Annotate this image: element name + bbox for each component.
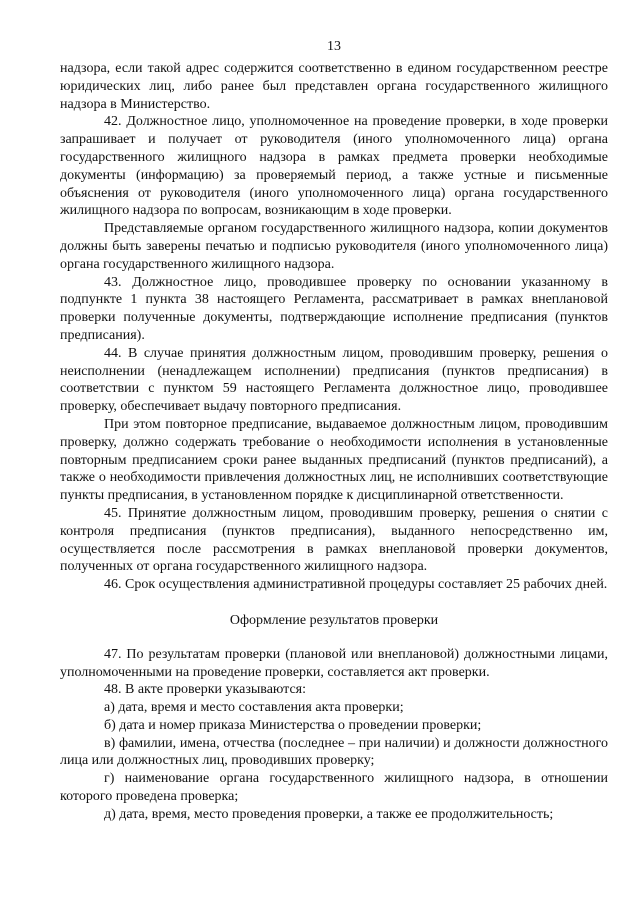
paragraph-46: 46. Срок осуществления административной процедуры составляет 25 рабочих дней. bbox=[104, 577, 608, 593]
list-item-b: б) дата и номер приказа Министерства о проведении проверки; bbox=[104, 717, 482, 733]
paragraph-43: 43. Должностное лицо, проводившее проверку по основании указанному в подпункте 1 пункта 38 настоящего Регламента, рассматривает в рамках внеплановой проверки полученные документы, подтверждающие исполнение предписания (пунктов предписания). bbox=[60, 274, 608, 343]
paragraph-copies: Представляемые органом государственного жилищного надзора, копии документов должны быть заверены печатью и подписью руководителя (иного уполномоченного лица) органа государственного жилищного надзора. bbox=[60, 221, 608, 272]
page-number: 13 bbox=[327, 39, 341, 54]
paragraph-42: 42. Должностное лицо, уполномоченное на проведение проверки, в ходе проверки запрашивает и получает от руководителя (иного уполномоченного лица) органа государственного жилищного надзора в рамках предмета проверки необходимые документы (информацию) за проверяемый период, а также устные и письменные объяснения от руководителя (иного уполномоченного лица) органа государственного жилищного надзора по вопросам, возникающим в ходе проверки. bbox=[60, 114, 608, 219]
document-body bbox=[60, 60, 608, 824]
list-item-g: г) наименование органа государственного жилищного надзора, в отношении которого проведена проверка; bbox=[60, 771, 608, 805]
paragraph-47: 47. По результатам проверки (плановой или внеплановой) должностными лицами, уполномоченными на проведение проверки, составляется акт проверки. bbox=[60, 646, 608, 680]
paragraph-45: 45. Принятие должностным лицом, проводившим проверку, решения о снятии с контроля предписания (пунктов предписания), выданного непосредственно им, осуществляется после рассмотрения в рамках внеплановой проверки документов, полученных от органа государственного жилищного надзора. bbox=[60, 505, 608, 575]
paragraph-continuation: надзора, если такой адрес содержится соответственно в едином государственном реестре юридических лиц, либо ранее был представлен органа государственного жилищного надзора в Министерство. bbox=[60, 61, 608, 112]
paragraph-48: 48. В акте проверки указываются: bbox=[104, 682, 307, 698]
section-heading: Оформление результатов проверки bbox=[229, 612, 439, 628]
list-item-a: а) дата, время и место составления акта проверки; bbox=[104, 700, 404, 716]
paragraph-repeat-order: При этом повторное предписание, выдаваемое должностным лицом, проводившим проверку, должно содержать требование о необходимости исполнения в установленные повторным предписанием сроки ранее выданных предписаний (пунктов предписаний), а также о необходимости привлечения должностных лиц, не исполнивших соответствующие пункты предписания, в установленном порядке к дисциплинарной ответственности. bbox=[60, 416, 608, 504]
list-item-v: в) фамилии, имена, отчества (последнее – при наличии) и должности должностного лица или должностных лиц, проводивших проверку; bbox=[60, 735, 608, 769]
list-item-d: д) дата, время, место проведения проверки, а также ее продолжительность; bbox=[104, 806, 554, 822]
paragraph-44: 44. В случае принятия должностным лицом, проводившим проверку, решения о неисполнении (ненадлежащем исполнении) предписания (пунктов предписания) в соответствии с пунктом 59 настоящего Регламента должностное лицо, проводившее проверку, обеспечивает выдачу повторного предписания. bbox=[60, 345, 608, 415]
